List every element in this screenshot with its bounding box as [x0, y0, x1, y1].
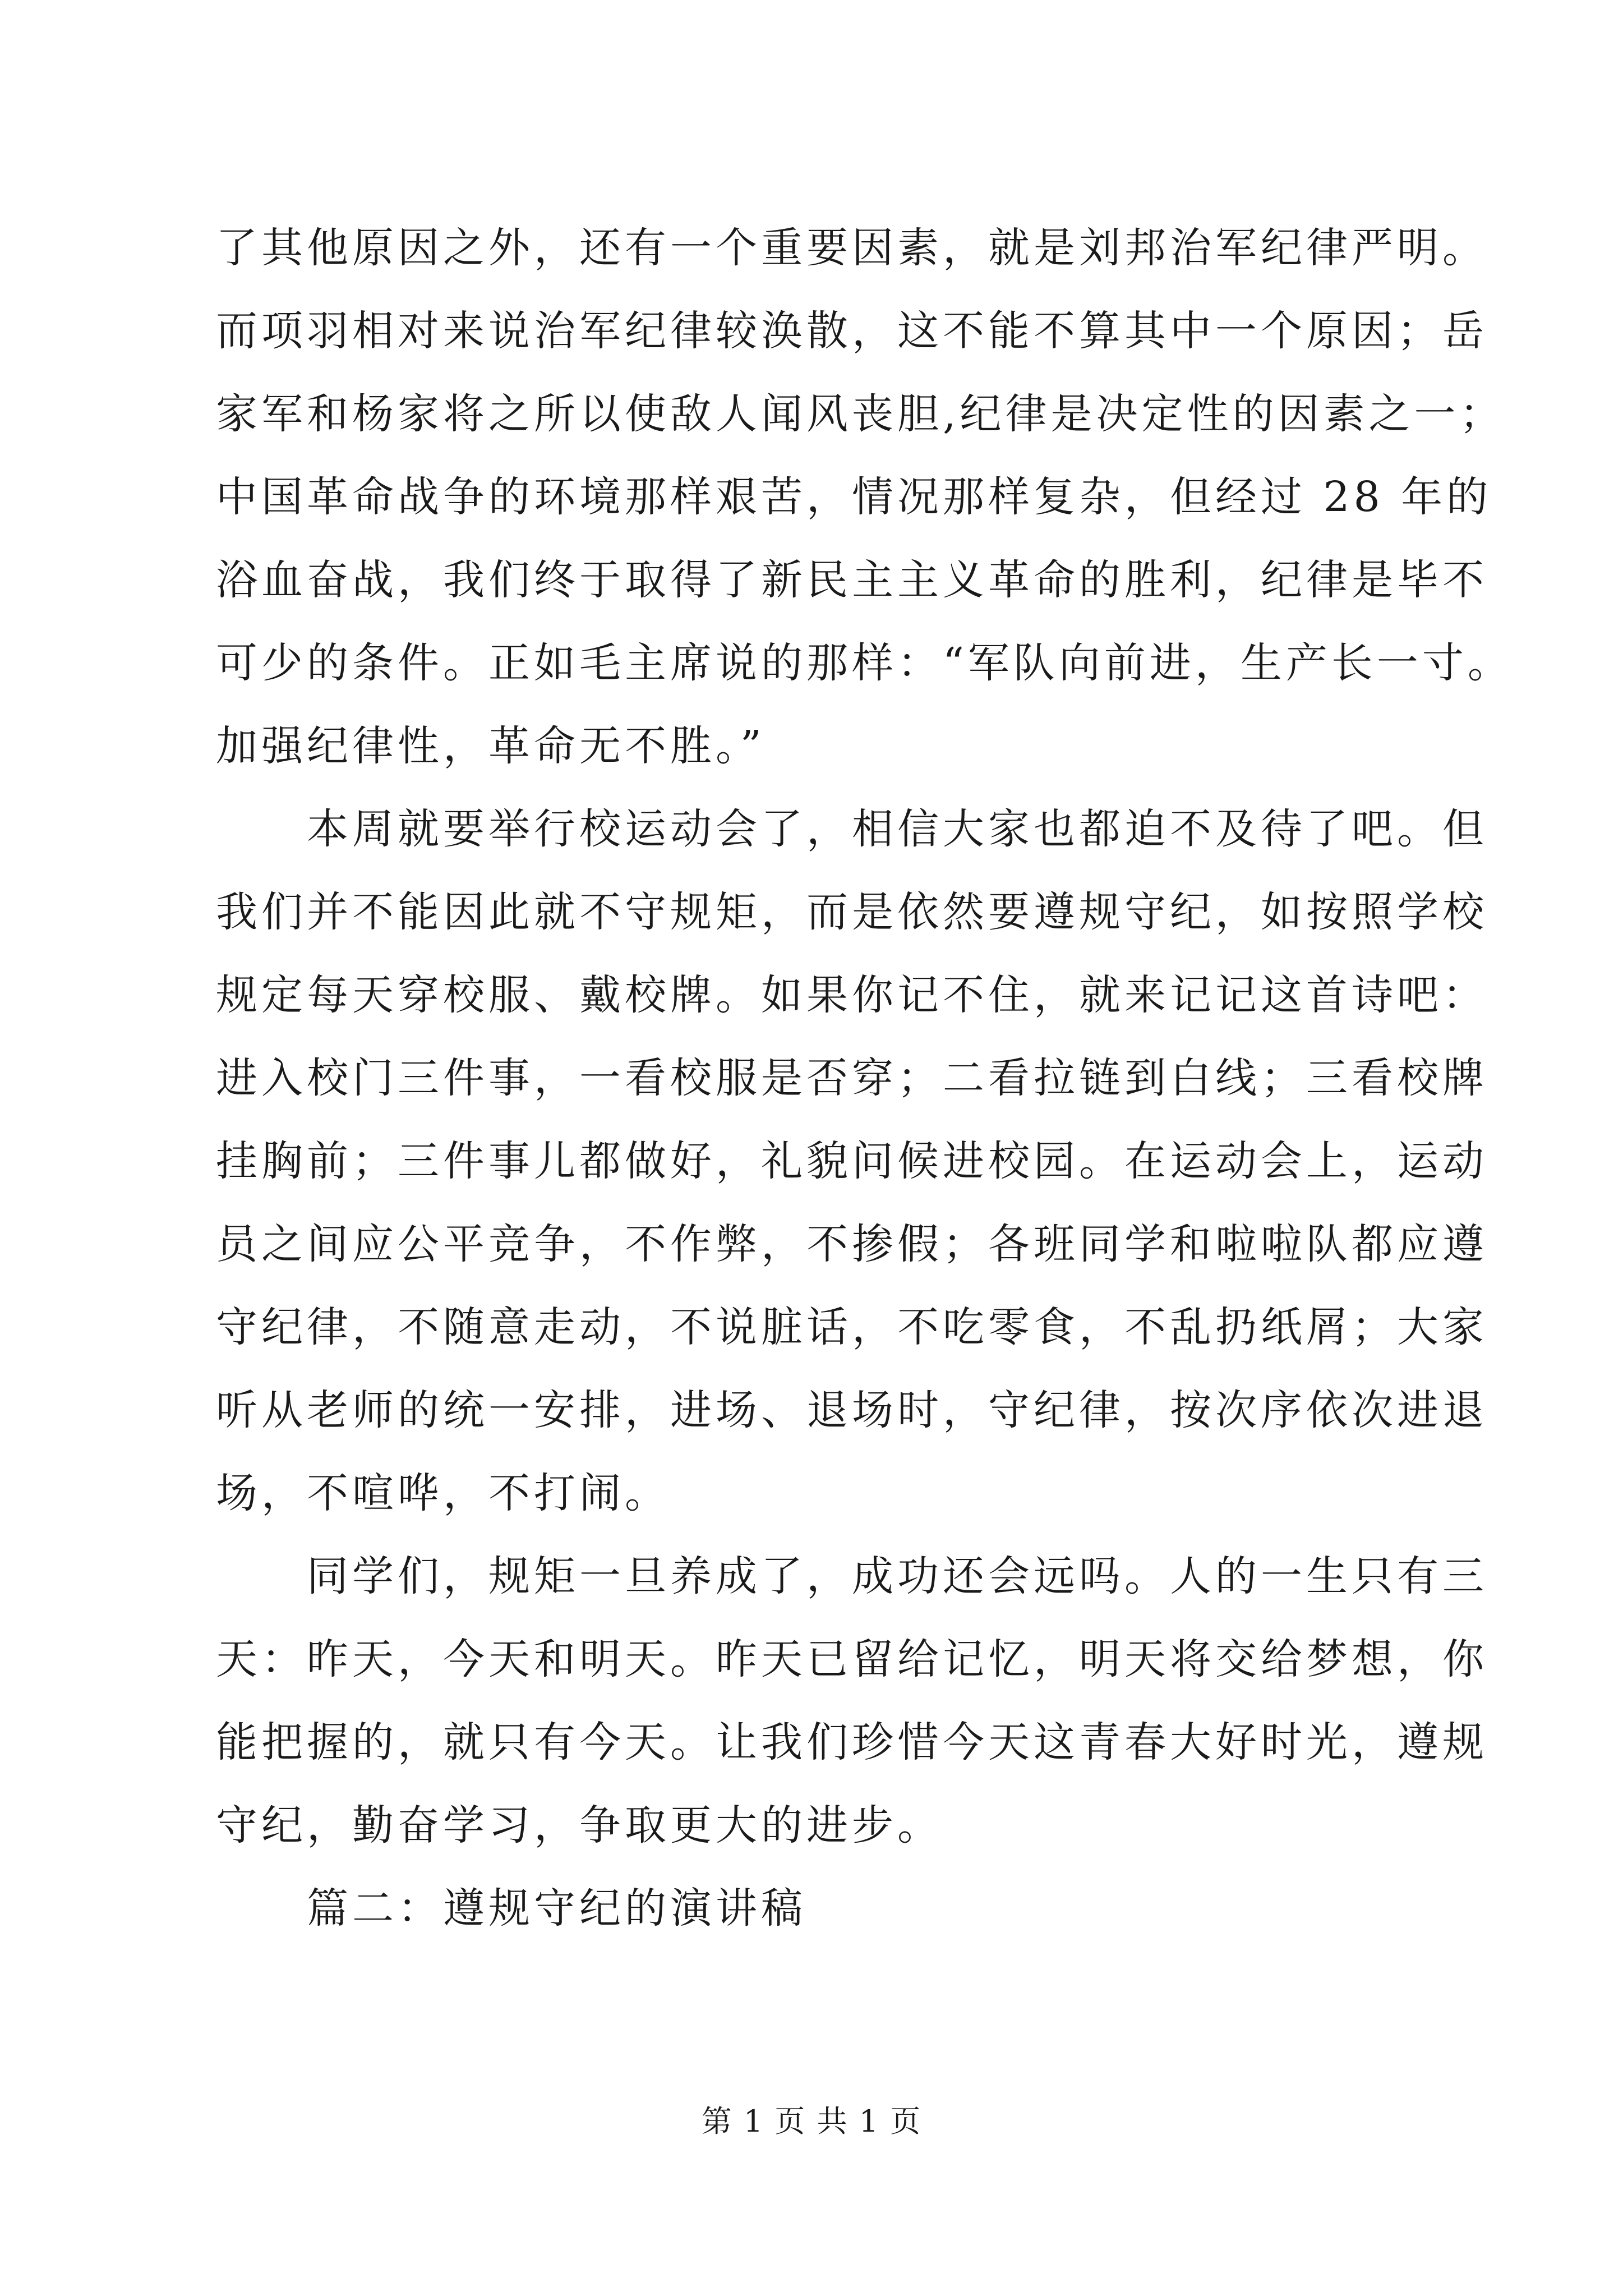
text-line: 守纪律，不随意走动，不说脏话，不吃零食，不乱扔纸屑；大家	[216, 1303, 1488, 1351]
text-line: 加强纪律性，革命无不胜。”	[216, 722, 766, 770]
text-line: 浴血奋战，我们终于取得了新民主主义革命的胜利，纪律是毕不	[216, 556, 1488, 604]
text-line: 天：昨天，今天和明天。昨天已留给记忆，明天将交给梦想，你	[216, 1635, 1488, 1683]
text-line: 能把握的，就只有今天。让我们珍惜今天这青春大好时光，遵规	[216, 1718, 1488, 1766]
text-line: 规定每天穿校服、戴校牌。如果你记不住，就来记记这首诗吧：	[216, 971, 1488, 1019]
text-line: 守纪，勤奋学习，争取更大的进步。	[216, 1801, 943, 1849]
document-body	[216, 206, 1513, 1950]
paragraph-start-line: 本周就要举行校运动会了，相信大家也都迫不及待了吧。但	[216, 805, 1488, 853]
text-line: 听从老师的统一安排，进场、退场时，守纪律，按次序依次进退	[216, 1386, 1488, 1434]
text-line: 场，不喧哗，不打闹。	[216, 1469, 670, 1517]
text-line: 员之间应公平竞争，不作弊，不掺假；各班同学和啦啦队都应遵	[216, 1220, 1488, 1268]
text-line: 进入校门三件事，一看校服是否穿；二看拉链到白线；三看校牌	[216, 1054, 1488, 1102]
text-line: 而项羽相对来说治军纪律较涣散，这不能不算其中一个原因；岳	[216, 307, 1488, 355]
text-line: 家军和杨家将之所以使敌人闻风丧胆,纪律是决定性的因素之一；	[216, 390, 1505, 438]
section-heading: 篇二：遵规守纪的演讲稿	[216, 1884, 806, 1932]
text-line: 了其他原因之外，还有一个重要因素，就是刘邦治军纪律严明。	[216, 224, 1488, 272]
paragraph-start-line: 同学们，规矩一旦养成了，成功还会远吗。人的一生只有三	[216, 1552, 1488, 1600]
text-line: 挂胸前；三件事儿都做好，礼貌问候进校园。在运动会上，运动	[216, 1137, 1488, 1185]
text-line: 我们并不能因此就不守规矩，而是依然要遵规守纪，如按照学校	[216, 888, 1488, 936]
text-line: 可少的条件。正如毛主席说的那样：“军队向前进，生产长一寸。	[216, 639, 1513, 687]
page-footer: 第 1 页 共 1 页	[701, 2104, 922, 2139]
text-line: 中国革命战争的环境那样艰苦，情况那样复杂，但经过 28 年的	[216, 473, 1492, 521]
